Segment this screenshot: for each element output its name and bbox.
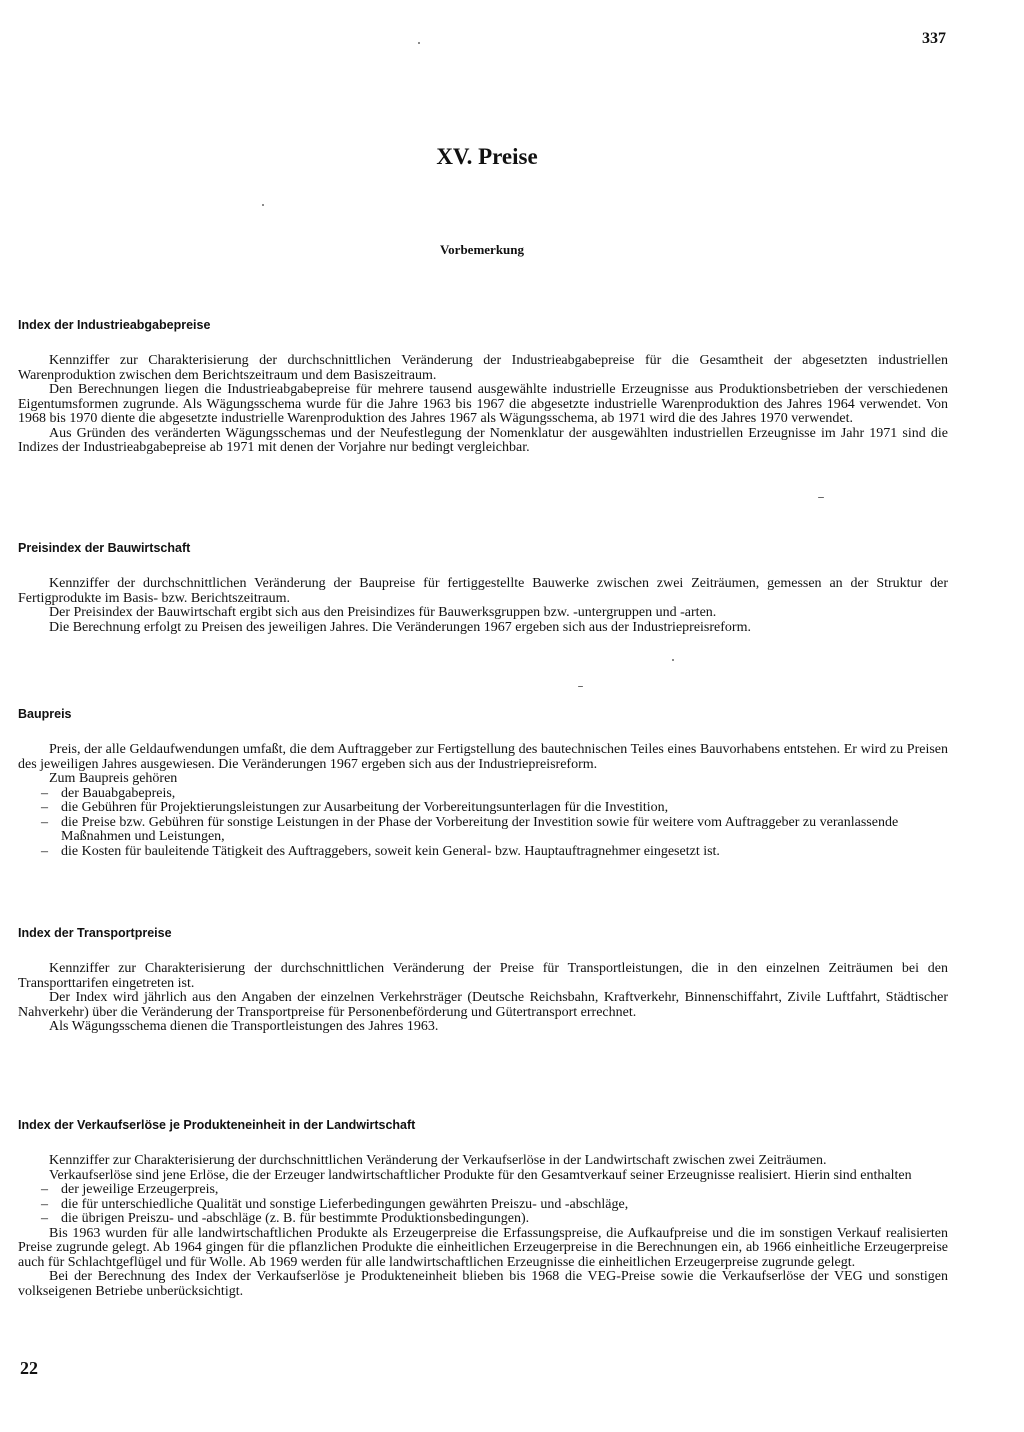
chapter-title: XV. Preise [436,144,538,169]
paragraph: Bis 1963 wurden für alle landwirtschaftlichen Produkte als Erzeugerpreise die Erfassungspreise, die Aufkaufpreise und die im sonstigen Verkauf realisierten Preise zugrunde gelegt. Ab 1964 gingen für die pflanzlichen Produkte die einheitlichen Erzeugerpreise in die Berechnungen ein, ab 1966 einheitliche Erzeugerpreise auch für Schlachtgeflügel und für Wolle. Ab 1969 werden für alle landwirtschaftlichen Erzeugnisse die einheitlichen Erzeugerpreise zugrunde gelegt. [18,1225,948,1270]
list-item: – der jeweilige Erzeugerpreis, [18,1183,948,1198]
list-item: – die Gebühren für Projektierungsleistungen zur Ausarbeitung der Vorbereitungsunterlagen für die Investition, [18,801,948,816]
paragraph: Aus Gründen des veränderten Wägungsschemas und der Neufestlegung der Nomenklatur der ausgewählten industriellen Erzeugnisse im Jahr 1971 sind die Indizes der Industrieabgabepreise ab 1971 mit denen der Vorjahre nur bedingt vergleichbar. [18,425,948,455]
paragraph: Als Wägungsschema dienen die Transportleistungen des Jahres 1963. [49,1019,439,1034]
section-industrieabgabepreise [18,318,948,456]
section-heading: Index der Transportpreise [18,926,172,940]
list-item: – die übrigen Preiszu- und -abschläge (z. B. für bestimmte Produktionsbedingungen). [18,1212,948,1227]
section-verkaufserloese [18,1118,948,1299]
paragraph: Den Berechnungen liegen die Industrieabgabepreise für mehrere tausend ausgewählte industrielle Erzeugnisse aus Produktionsbetrieben der verschiedenen Eigentumsformen zugrunde. Als Wägungsschema wurde für die Jahre 1963 bis 1967 die abgesetzte industrielle Warenproduktion des Jahres 1964 verwendet. Von 1968 bis 1970 diente die abgesetzte industrielle Warenproduktion des Jahres 1967 als Wägungsschema, ab 1971 wird die des Jahres 1970 verwendet. [18,382,948,426]
scan-speck [418,42,420,44]
paragraph: Kennziffer der durchschnittlichen Veränderung der Baupreise für fertiggestellte Bauwerke zwischen zwei Zeiträumen, gemessen an der Struktur der Fertigprodukte im Basis- bzw. Berichtszeitraum. [18,576,948,606]
paragraph: Die Berechnung erfolgt zu Preisen des jeweiligen Jahres. Die Veränderungen 1967 ergeben sich aus der Industriepreisreform. [49,619,751,635]
preliminary-remark-heading: Vorbemerkung [439,242,525,257]
scan-speck [672,659,674,661]
section-heading: Index der Industrieabgabepreise [18,318,211,332]
scan-speck [262,204,264,206]
list-item: – die Preise bzw. Gebühren für sonstige Leistungen in der Phase der Vorbereitung der Investition sowie für weitere vom Auftraggeber zu veranlassende Maßnahmen und Leistungen, [18,816,948,845]
section-heading: Index der Verkaufserlöse je Produkteneinheit in der Landwirtschaft [18,1118,416,1132]
page-number: 337 [922,30,946,47]
section-heading: Baupreis [18,707,72,721]
section-baupreis [18,707,948,859]
paragraph: Kennziffer zur Charakterisierung der durchschnittlichen Veränderung der Preise für Transportleistungen, die in den einzelnen Zeiträumen bei den Transporttarifen eingetreten ist. [18,961,948,991]
paragraph: Verkaufserlöse sind jene Erlöse, die der Erzeuger landwirtschaftlicher Produkte für den Gesamtverkauf seiner Erzeugnisse realisiert. Hierin sind enthalten [49,1167,912,1183]
list-item: – die Kosten für bauleitende Tätigkeit des Auftraggebers, soweit kein General- bzw. Hauptauftragnehmer eingesetzt ist. [18,845,948,860]
paragraph: Kennziffer zur Charakterisierung der durchschnittlichen Veränderung der Industrieabgabepreise für die Gesamtheit der abgesetzten industriellen Warenproduktion zwischen dem Berichtszeitraum und dem Basiszeitraum. [18,353,948,383]
scan-speck [578,686,583,687]
paragraph: Bei der Berechnung des Index der Verkaufserlöse je Produkteneinheit blieben bis 1968 die VEG-Preise sowie die Verkaufserlöse der VEG und sonstigen volkseigenen Betriebe unberücksichtigt. [18,1269,948,1299]
scan-speck [818,497,824,498]
paragraph: Der Preisindex der Bauwirtschaft ergibt sich aus den Preisindizes für Bauwerksgruppen bzw. -untergruppen und -arten. [49,605,717,620]
list-item: – der Bauabgabepreis, [18,787,948,802]
paragraph: Preis, der alle Geldaufwendungen umfaßt, die dem Auftraggeber zur Fertigstellung des bautechnischen Teiles eines Bauvorhabens entstehen. Er wird zu Preisen des jeweiligen Jahres ausgewiesen. Die Veränderungen 1967 ergeben sich aus der Industriepreisreform. [18,742,948,772]
paragraph: Der Index wird jährlich aus den Angaben der einzelnen Verkehrsträger (Deutsche Reichsbahn, Kraftverkehr, Binnenschiffahrt, Zivile Luftfahrt, Städtischer Nahverkehr) über die Veränderung der Transportpreise für Personenbeförderung und Gütertransport errechnet. [18,990,948,1020]
signature-mark: 22 [20,1358,38,1378]
paragraph: Zum Baupreis gehören [49,771,178,786]
paragraph: Kennziffer zur Charakterisierung der durchschnittlichen Veränderung der Verkaufserlöse in der Landwirtschaft zwischen zwei Zeiträumen. [49,1153,827,1168]
section-transportpreise [18,926,948,1035]
section-bauwirtschaft [18,541,948,635]
section-heading: Preisindex der Bauwirtschaft [18,541,191,555]
list-item: – die für unterschiedliche Qualität und sonstige Lieferbedingungen gewährten Preiszu- und -abschläge, [18,1198,948,1213]
